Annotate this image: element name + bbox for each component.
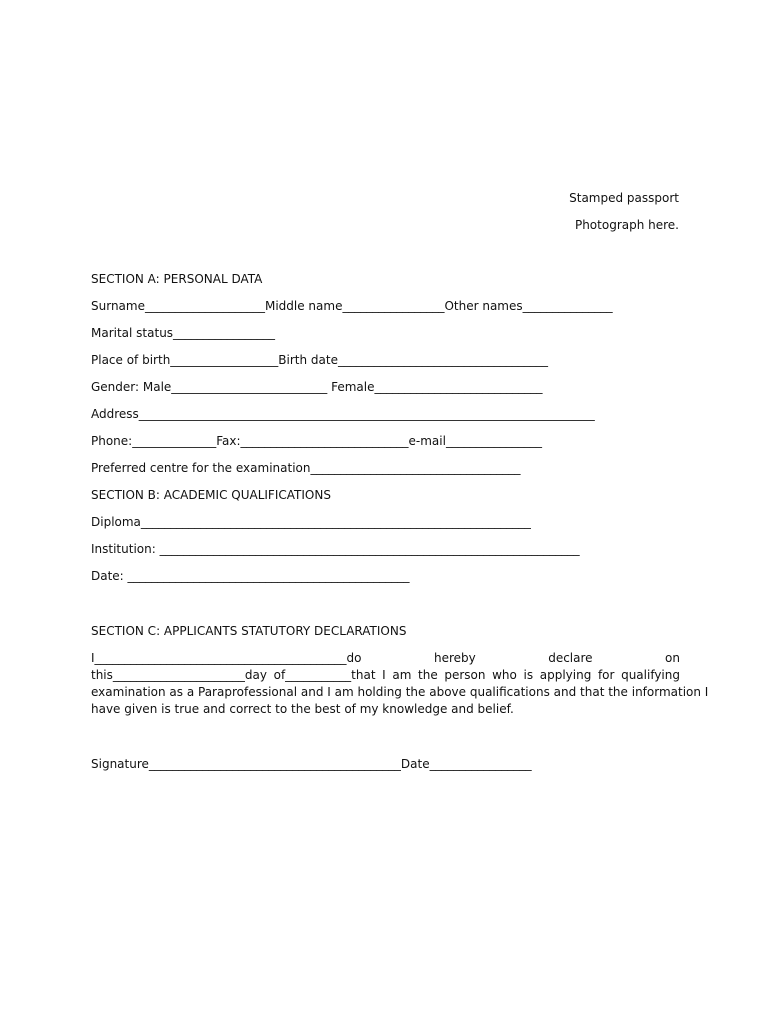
section-b-heading: SECTION B: ACADEMIC QUALIFICATIONS — [91, 488, 331, 502]
signature-field-line[interactable]: Signature__________________________________________Date_________________ — [91, 757, 532, 771]
gender-field-line[interactable]: Gender: Male__________________________ Female____________________________ — [91, 380, 543, 394]
section-a-heading: SECTION A: PERSONAL DATA — [91, 272, 263, 286]
institution-field-line[interactable]: Institution: ______________________________________________________________________ — [91, 542, 580, 556]
declaration-word: declare — [548, 651, 593, 665]
declaration-word: hereby — [433, 651, 476, 665]
address-field-line[interactable]: Address____________________________________________________________________________ — [91, 407, 595, 421]
declaration-word: I__________________________________________do — [91, 651, 362, 665]
diploma-field-line[interactable]: Diploma_________________________________________________________________ — [91, 515, 531, 529]
declaration-line-3: examination as a Paraprofessional and I am holding the above qualifications and that the information I — [91, 685, 709, 699]
section-c-heading: SECTION C: APPLICANTS STATUTORY DECLARATIONS — [91, 624, 407, 638]
marital-status-field-line[interactable]: Marital status_________________ — [91, 326, 276, 340]
birth-field-line[interactable]: Place of birth__________________Birth date___________________________________ — [91, 353, 548, 367]
declaration-line-4: have given is true and correct to the best of my knowledge and belief. — [91, 702, 514, 716]
names-field-line[interactable]: Surname____________________Middle name_________________Other names_______________ — [91, 299, 613, 313]
photo-note-line1: Stamped passport — [569, 191, 679, 205]
declaration-line-1[interactable] — [91, 651, 680, 665]
contact-field-line[interactable]: Phone:______________Fax:____________________________e-mail________________ — [91, 434, 542, 448]
date-field-line[interactable]: Date: _______________________________________________ — [91, 569, 410, 583]
photo-note-line2: Photograph here. — [574, 218, 679, 232]
declaration-word: on — [665, 651, 680, 665]
preferred-centre-field-line[interactable]: Preferred centre for the examination___________________________________ — [91, 461, 521, 475]
declaration-line-2[interactable]: this______________________day of___________that I am the person who is applying for qualifying — [91, 668, 680, 682]
